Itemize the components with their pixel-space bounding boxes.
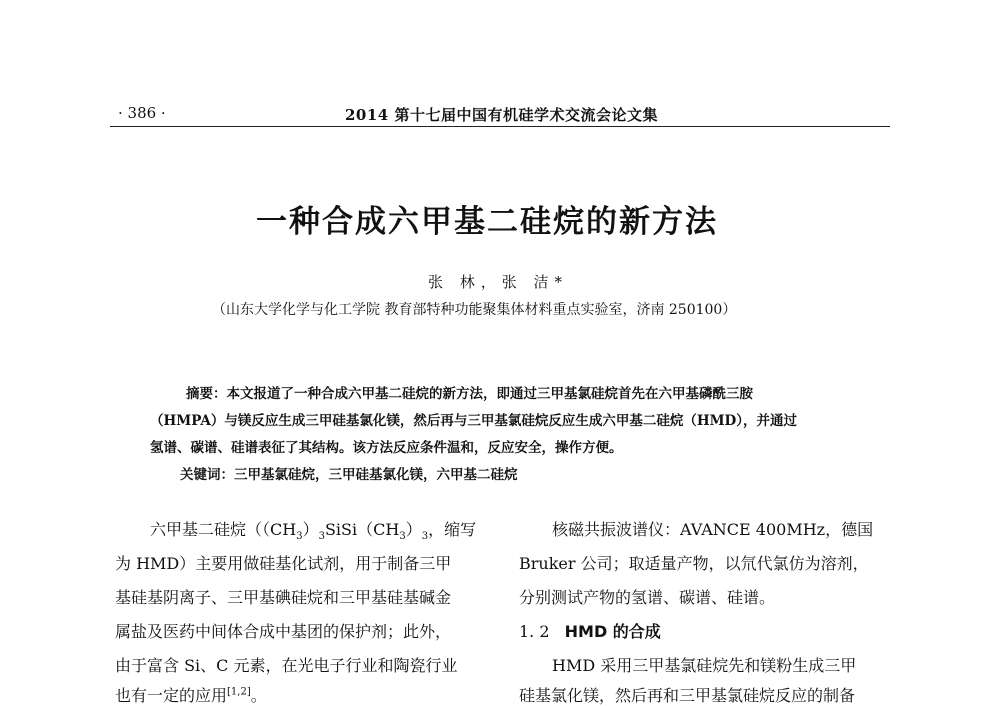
right-line-3: 分别测试产物的氢谱、碳谱、硅谱。 bbox=[519, 588, 776, 607]
left-line-1 bbox=[150, 517, 476, 542]
section-heading bbox=[519, 619, 661, 642]
paper-title: 一种合成六甲基二硅烷的新方法 bbox=[256, 204, 718, 240]
abstract-line-2: （HMPA）与镁反应生成三甲硅基氯化镁，然后再与三甲基氯硅烷反应生成六甲基二硅烷（HMD），并通过 bbox=[150, 413, 797, 429]
left-line-3: 基硅基阴离子、三甲基碘硅烷和三甲基硅基碱金 bbox=[115, 588, 452, 607]
authors: 张 林，张 洁* bbox=[428, 273, 569, 291]
left-text-6: 也有一定的应用 bbox=[115, 686, 228, 705]
left-text-6-end: 。 bbox=[250, 686, 267, 705]
sub-3: 3 bbox=[399, 531, 406, 543]
left-text-1c: SiSi（CH bbox=[324, 520, 400, 539]
right-line-2: Bruker 公司；取适量产物，以氘代氯仿为溶剂， bbox=[519, 554, 869, 573]
sub-2: 3 bbox=[318, 531, 325, 543]
affiliation: （山东大学化学与化工学院 教育部特种功能聚集体材料重点实验室，济南 250100） bbox=[212, 302, 737, 318]
left-text-1a: 六甲基二硅烷（（CH bbox=[150, 520, 297, 539]
left-line-2: 为 HMD）主要用做硅基化试剂，用于制备三甲 bbox=[115, 554, 452, 573]
journal-title: 2014 第十七届中国有机硅学术交流会论文集 bbox=[345, 106, 658, 124]
abstract-line-3: 氢谱、碳谱、硅谱表征了其结构。该方法反应条件温和，反应安全，操作方便。 bbox=[150, 440, 623, 456]
abstract-line-1 bbox=[186, 382, 753, 402]
left-text-1e: ，缩写 bbox=[428, 520, 477, 539]
abstract-text-1: 本文报道了一种合成六甲基二硅烷的新方法，即通过三甲基氯硅烷首先在六甲基磷酰三胺 bbox=[226, 386, 753, 402]
section-title: HMD 的合成 bbox=[564, 622, 661, 641]
sub-1: 3 bbox=[296, 531, 303, 543]
right-line-1: 核磁共振波谱仪：AVANCE 400MHz，德国 bbox=[552, 520, 874, 539]
keywords-text: 三甲基氯硅烷，三甲硅基氯化镁，六甲基二硅烷 bbox=[234, 467, 518, 483]
left-line-5: 由于富含 Si、C 元素，在光电子行业和陶瓷行业 bbox=[115, 656, 458, 675]
sub-4: 3 bbox=[421, 531, 429, 543]
left-text-1d: ） bbox=[405, 520, 422, 539]
right-line-6: 硅基氯化镁，然后再和三甲基氯硅烷反应的制备 bbox=[519, 686, 856, 705]
keywords-label: 关键词： bbox=[180, 467, 234, 483]
page-number: · 386 · bbox=[118, 104, 166, 122]
header-rule bbox=[110, 126, 890, 127]
citation: [1,2] bbox=[227, 686, 251, 698]
keywords bbox=[180, 463, 518, 483]
left-line-6 bbox=[115, 683, 267, 706]
left-line-4: 属盐及医药中间体合成中基团的保护剂；此外， bbox=[115, 622, 452, 641]
left-text-1b: ） bbox=[302, 520, 319, 539]
abstract-label: 摘要： bbox=[186, 386, 227, 402]
section-number: 1. 2 bbox=[519, 622, 550, 641]
right-line-5: HMD 采用三甲基氯硅烷先和镁粉生成三甲 bbox=[552, 656, 857, 675]
